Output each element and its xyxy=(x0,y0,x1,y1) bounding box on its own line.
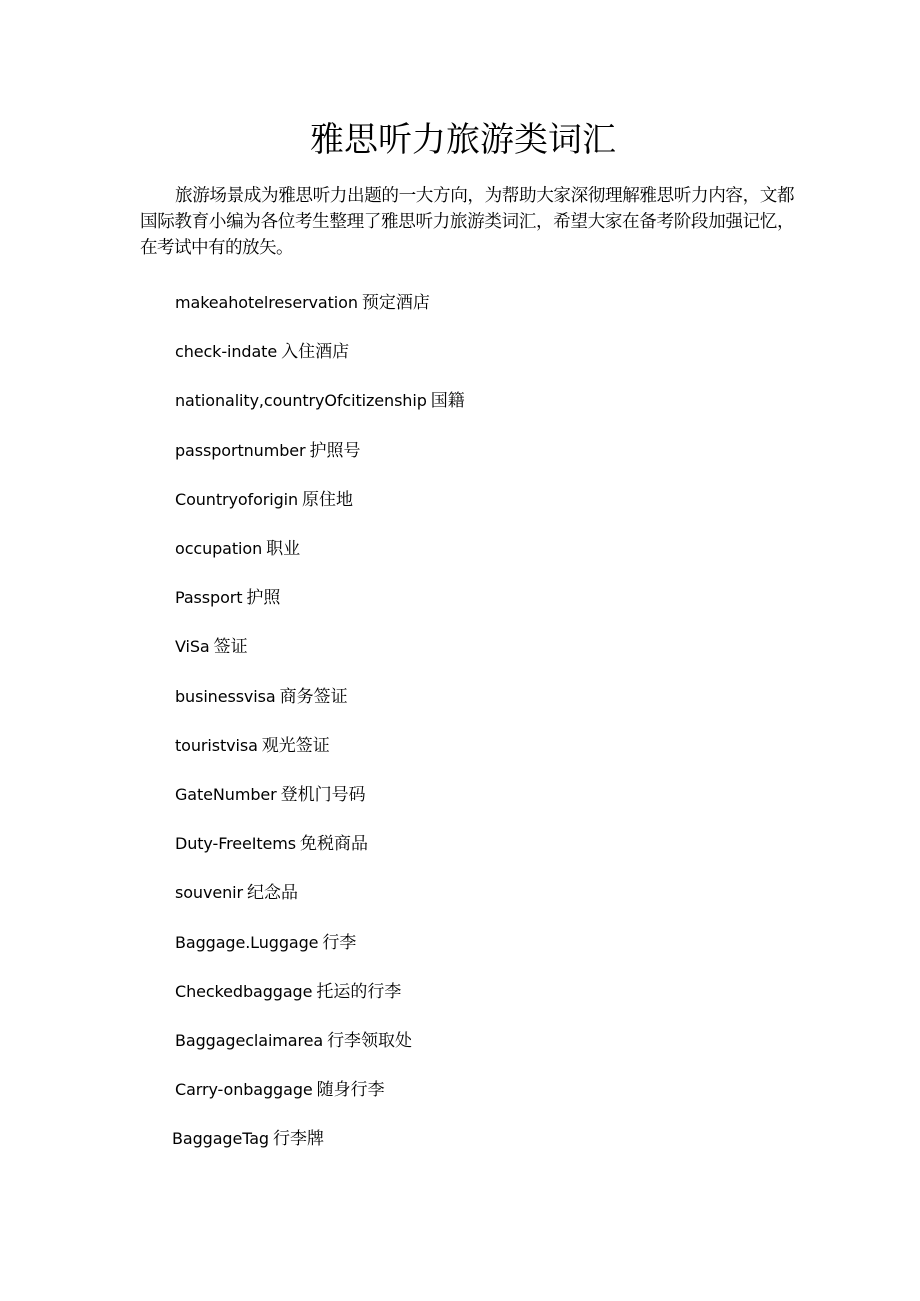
vocab-english: souvenir xyxy=(175,883,243,902)
vocab-chinese: 纪念品 xyxy=(246,883,298,903)
vocab-english: Passport xyxy=(175,588,243,607)
vocab-chinese: 预定酒店 xyxy=(361,293,430,313)
vocab-item xyxy=(175,340,349,364)
vocab-english: occupation xyxy=(175,539,263,558)
vocab-chinese: 原住地 xyxy=(302,490,354,510)
vocab-english: nationality,countryOfcitizenship xyxy=(175,391,427,410)
vocab-chinese: 行李 xyxy=(322,933,357,953)
vocab-item xyxy=(175,537,300,561)
vocab-item xyxy=(175,881,298,905)
vocab-item xyxy=(175,439,360,463)
vocab-english: Countryoforigin xyxy=(175,490,299,509)
vocab-chinese: 行李牌 xyxy=(273,1129,324,1149)
vocab-item xyxy=(175,832,368,856)
vocab-chinese: 商务签证 xyxy=(279,687,348,707)
vocab-english: ViSa xyxy=(175,637,210,656)
vocab-english: makeahotelreservation xyxy=(175,293,358,312)
vocab-chinese: 职业 xyxy=(266,539,301,559)
vocab-english: passportnumber xyxy=(175,441,306,460)
vocab-item xyxy=(175,783,366,807)
vocab-chinese: 行李领取处 xyxy=(327,1031,413,1051)
vocab-english: GateNumber xyxy=(175,785,277,804)
vocab-english: Baggage.Luggage xyxy=(175,933,319,952)
vocab-chinese: 托运的行李 xyxy=(316,982,402,1002)
vocab-chinese: 国籍 xyxy=(430,391,465,411)
vocab-english: Baggageclaimarea xyxy=(175,1031,324,1050)
vocab-chinese: 护照 xyxy=(246,588,281,608)
vocab-item xyxy=(175,685,348,709)
vocab-english: Carry-onbaggage xyxy=(175,1080,313,1099)
vocab-chinese: 入住酒店 xyxy=(281,342,350,362)
vocab-english: touristvisa xyxy=(175,736,258,755)
vocab-english: Duty-FreeItems xyxy=(175,834,297,853)
vocab-chinese: 护照号 xyxy=(309,441,361,461)
intro-paragraph: 旅游场景成为雅思听力出题的一大方向，为帮助大家深彻理解雅思听力内容，文都国际教育小编为各位考生整理了雅思听力旅游类词汇，希望大家在备考阶段加强记忆，在考试中有的放矢。 xyxy=(140,186,794,258)
vocab-item xyxy=(175,1029,412,1053)
vocab-english: BaggageTag xyxy=(172,1129,269,1148)
vocab-item xyxy=(175,1078,385,1102)
vocab-item xyxy=(175,586,280,610)
vocab-english: businessvisa xyxy=(175,687,276,706)
vocab-item xyxy=(175,734,330,758)
vocab-item xyxy=(172,1127,324,1151)
vocab-chinese: 签证 xyxy=(213,637,248,657)
vocab-item xyxy=(175,488,353,512)
vocab-chinese: 观光签证 xyxy=(261,736,330,756)
vocab-chinese: 免税商品 xyxy=(300,834,369,854)
vocab-chinese: 随身行李 xyxy=(316,1080,385,1100)
vocab-item xyxy=(175,980,401,1004)
vocab-item xyxy=(175,931,356,955)
vocab-item xyxy=(175,291,430,315)
vocab-item xyxy=(175,635,248,659)
vocab-english: Checkedbaggage xyxy=(175,982,313,1001)
vocab-item xyxy=(175,389,465,413)
vocab-english: check-indate xyxy=(175,342,278,361)
vocab-chinese: 登机门号码 xyxy=(280,785,366,805)
page-title: 雅思听力旅游类词汇 xyxy=(310,120,616,160)
